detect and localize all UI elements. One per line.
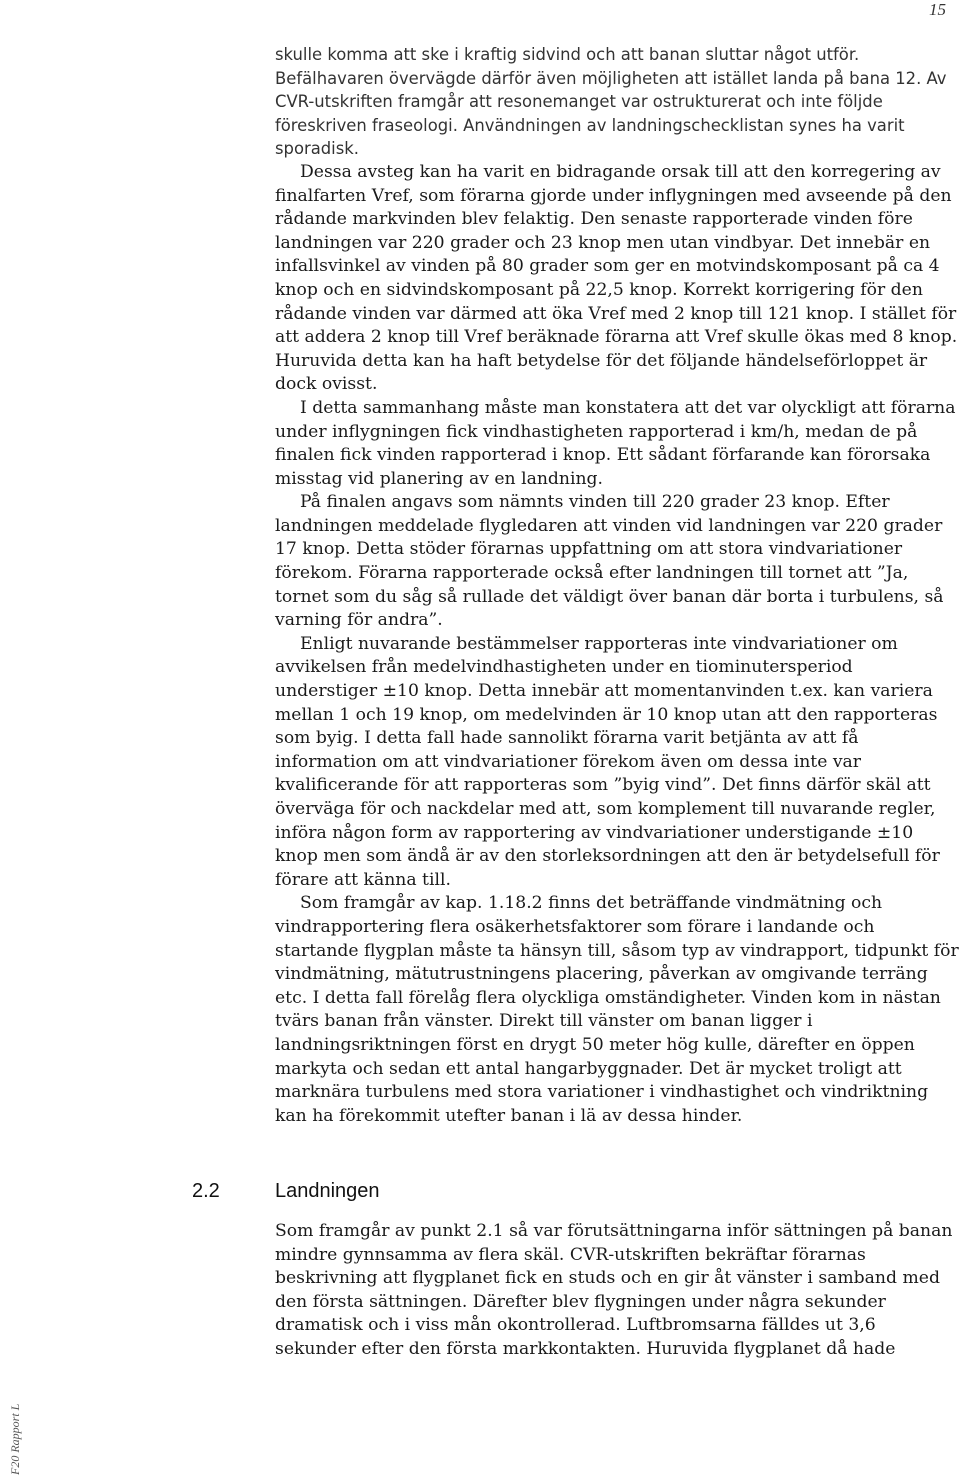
- page-number: 15: [929, 0, 946, 19]
- section-heading: [192, 1180, 380, 1203]
- paragraph-5: Enligt nuvarande bestämmelser rapporteras inte vindvariationer om avvikelsen från medelvindhastigheten under en tiominutersperiod understiger ±10 knop. Detta innebär att momentanvinden t.ex. kan variera mellan 1 och 19 knop, om medelvinden är 10 knop utan att den rapporteras som byig. I detta fall hade sannolikt förarna varit betjänta av att få information om att vindvariationer förekom även om dessa inte var kvalificerande för att rapporteras som ”byig vind”. Det finns därför skäl att överväga för och nackdelar med att, som komplement till nuvarande regler, införa någon form av rapportering av vindvariationer understigande ±10 knop men som ändå är av den storleksordningen att den är betydelsefull för förare att känna till.: [275, 633, 940, 890]
- paragraph-3: I detta sammanhang måste man konstatera att det var olyckligt att förarna under inflygningen fick vindhastigheten rapporterad i km/h, medan de på finalen fick vinden rapporterad i knop. Ett sådant förfarande kan förorsaka misstag vid planering av en landning.: [275, 397, 956, 489]
- paragraph-1: skulle komma att ske i kraftig sidvind och att banan sluttar något utför. Befälhavaren övervägde därför även möjligheten att istället landa på bana 12. Av CVR-utskriften framgår att resonemanget var ostrukturerat och inte följde föreskriven fraseologi. Användningen av landningschecklistan synes ha varit sporadisk.: [275, 45, 947, 159]
- side-report-label: F20 Rapport L: [8, 1403, 22, 1475]
- section-paragraph: Som framgår av punkt 2.1 så var förutsättningarna inför sättningen på banan mindre gynnsamma av flera skäl. CVR-utskriften bekräftar förarnas beskrivning att flygplanet fick en studs och en gir åt vänster i samband med den första sättningen. Därefter blev flygningen under några sekunder dramatisk och i viss mån okontrollerad. Luftbromsarna fälldes ut 3,6 sekunder efter den första markkontakten. Huruvida flygplanet då hade: [275, 1221, 953, 1359]
- paragraph-2: Dessa avsteg kan ha varit en bidragande orsak till att den korregering av finalfarten Vref, som förarna gjorde under inflygningen med avseende på den rådande markvinden blev felaktig. Den senaste rapporterade vinden före landningen var 220 grader och 23 knop men utan vindbyar. Det innebär en infallsvinkel av vinden på 80 grader som ger en motvindskomposant på ca 4 knop och en sidvindskomposant på 22,5 knop. Korrekt korrigering för den rådande vinden var därmed att öka Vref med 2 knop till 121 knop. I stället för att addera 2 knop till Vref beräknade förarna att Vref skulle ökas med 8 knop. Huruvida detta kan ha haft betydelse för det följande händelseförloppet är dock ovisst.: [275, 161, 958, 395]
- paragraph-4: På finalen angavs som nämnts vinden till 220 grader 23 knop. Efter landningen meddelade flygledaren att vinden vid landningen var 220 grader 17 knop. Detta stöder förarnas uppfattning om att stora vindvariationer förekom. Förarna rapporterade också efter landningen till tornet att ”Ja, tornet som du såg så rullade det väldigt över banan där borta i turbulens, så varning för andra”.: [275, 492, 944, 631]
- main-body-text: [275, 43, 959, 1128]
- paragraph-6: Som framgår av kap. 1.18.2 finns det beträffande vindmätning och vindrapportering flera osäkerhetsfaktorer som förare i landande och startande flygplan måste ta hänsyn till, såsom typ av vindrapport, tidpunkt för vindmätning, mätutrustningens placering, påverkan av omgivande terräng etc. I detta fall förelåg flera olyckliga omständigheter. Vinden kom in nästan tvärs banan från vänster. Direkt till vänster om banan ligger i landningsriktningen först en drygt 50 meter hög kulle, därefter en öppen markyta och sedan ett antal hangarbyggnader. Det är mycket troligt att marknära turbulens med stora variationer i vindhastighet och vindriktning kan ha förekommit utefter banan i lä av dessa hinder.: [275, 893, 959, 1126]
- section-title: Landningen: [275, 1180, 380, 1202]
- section-number: 2.2: [192, 1180, 220, 1202]
